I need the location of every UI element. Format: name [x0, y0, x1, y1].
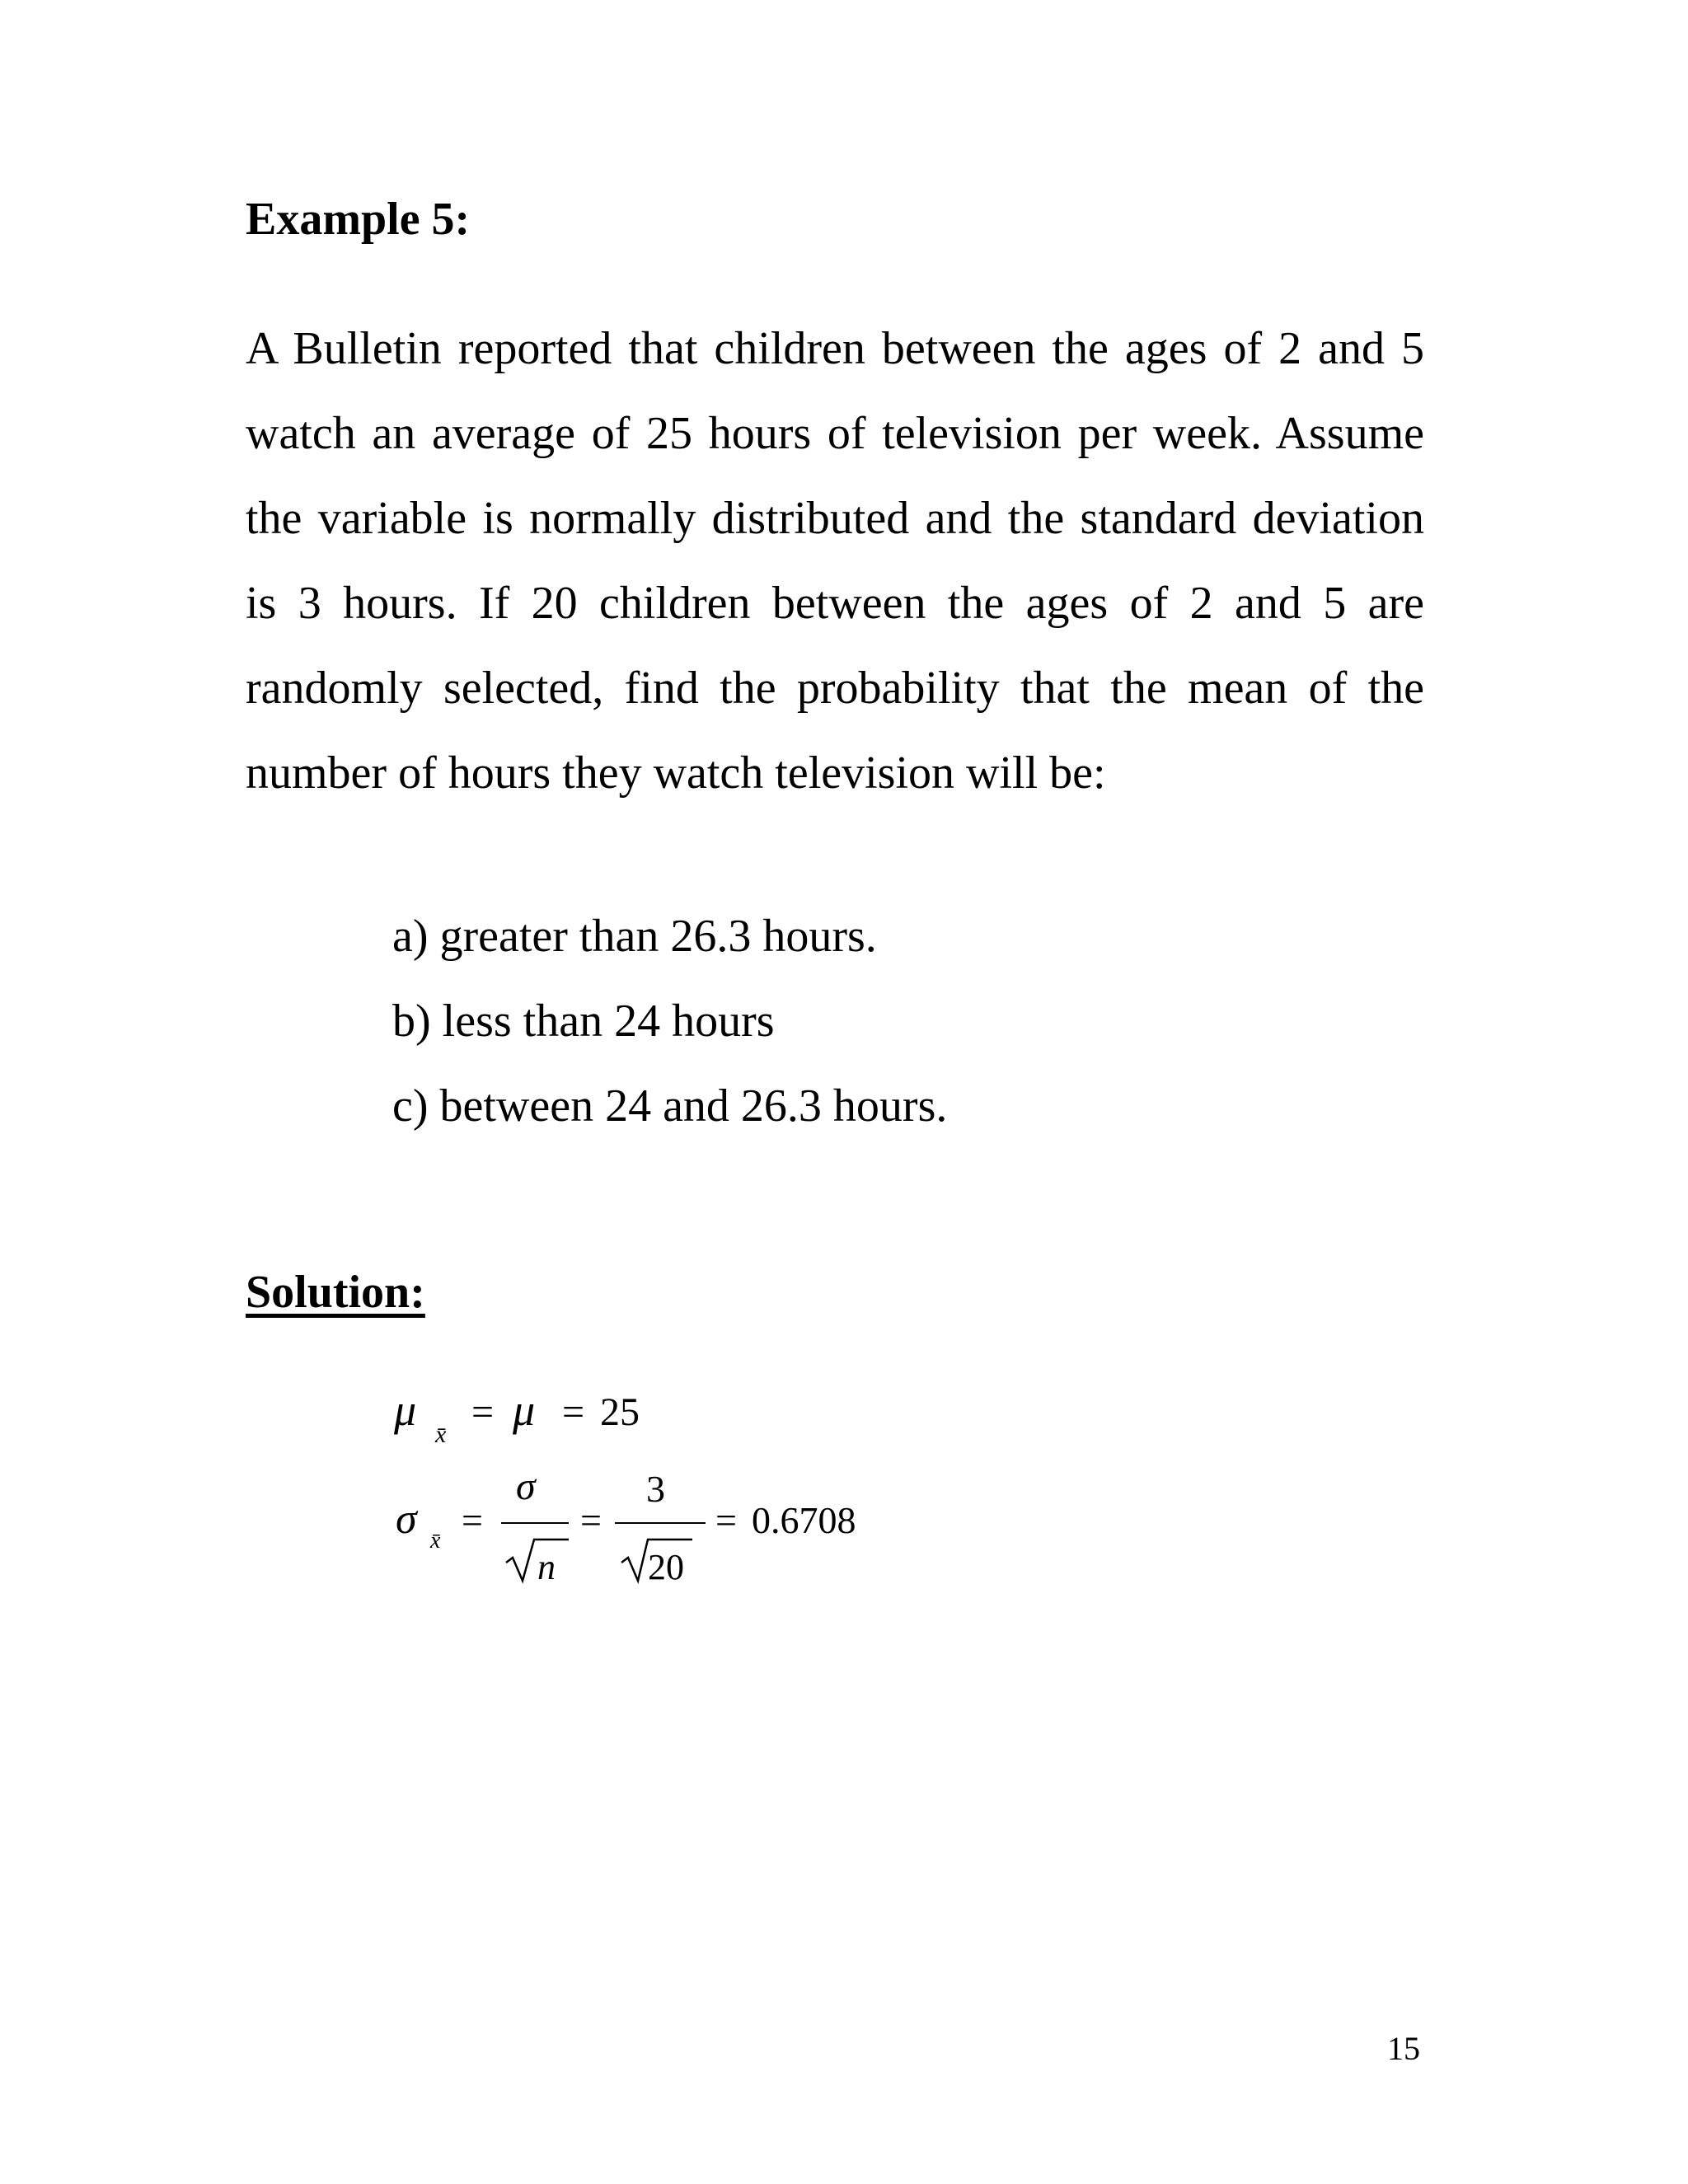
radical-sign-2 [621, 1540, 692, 1581]
sigma-numerator: σ [516, 1465, 536, 1508]
option-a: a) greater than 26.3 hours. [392, 911, 877, 962]
example-heading: Example 5: [246, 194, 471, 245]
solution-heading: Solution: [246, 1267, 425, 1318]
problem-statement: A Bulletin reported that children between the ages of 2 and 5 watch an average of 25 hours of television per week. Assume the variable is normally distributed and the standard deviation is 3 hours. If 20 children between the ages of 2 and 5 are randomly selected, find the probability that the mean of the number of hours they watch television will be: [246, 323, 1424, 799]
sigma-symbol: σ [396, 1496, 417, 1543]
equals-sign-4: = [580, 1499, 602, 1541]
twenty-denominator: 20 [648, 1547, 684, 1587]
equals-sign-5: = [715, 1499, 737, 1541]
equals-sign: = [471, 1390, 495, 1434]
mu-symbol-2: μ [513, 1385, 536, 1435]
equals-sign-3: = [462, 1499, 483, 1541]
result-value: 0.6708 [752, 1499, 856, 1541]
xbar-subscript: x̄ [435, 1421, 447, 1448]
option-b: b) less than 24 hours [392, 996, 775, 1047]
n-denominator: n [537, 1547, 556, 1587]
xbar-subscript-2: x̄ [430, 1528, 441, 1554]
page-number: 15 [1387, 2030, 1420, 2067]
radical-sign-1 [506, 1540, 569, 1581]
mean-value: 25 [600, 1390, 640, 1434]
equals-sign-2: = [562, 1390, 585, 1434]
option-c: c) between 24 and 26.3 hours. [392, 1080, 948, 1132]
three-numerator: 3 [646, 1468, 665, 1510]
mu-symbol: μ [394, 1385, 417, 1435]
